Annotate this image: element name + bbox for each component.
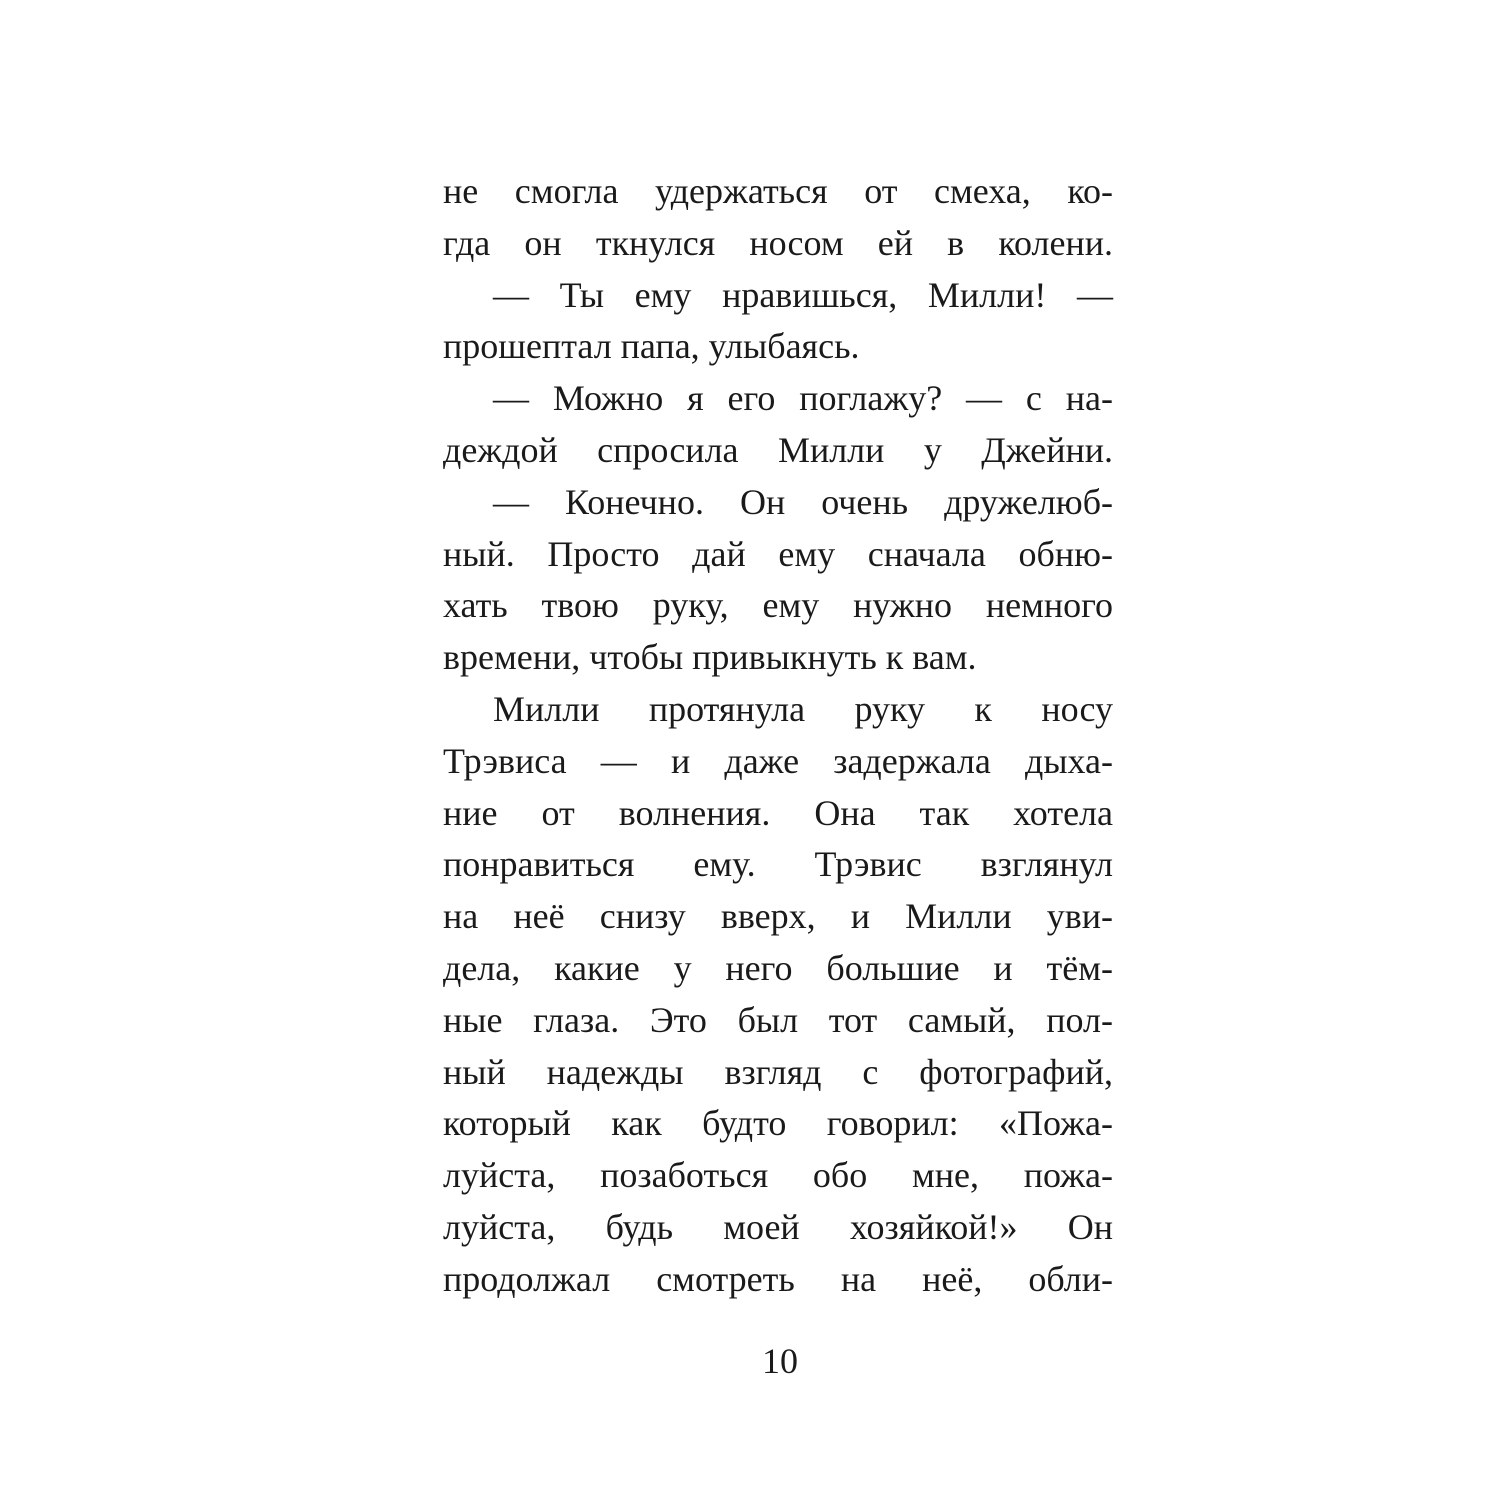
paragraph-start-line: Милли протянула руку к носу (493, 688, 1113, 729)
text-line: ный. Просто дай ему сначала обню- (443, 533, 1113, 574)
text-line: луйста, позаботься обо мне, пожа- (443, 1155, 1113, 1196)
text-line: не смогла удержаться от смеха, ко- (443, 171, 1113, 211)
text-line: деждой спросила Милли у Джейни. (443, 429, 1113, 470)
text-line: продолжал смотреть на неё, обли- (443, 1258, 1113, 1299)
text-line: ние от волнения. Она так хотела (443, 792, 1113, 833)
text-line: ные глаза. Это был тот самый, пол- (443, 999, 1113, 1040)
text-line: Трэвиса — и даже задержала дыха- (443, 740, 1113, 781)
text-line: луйста, будь моей хозяйкой!» Он (443, 1206, 1113, 1247)
text-line: времени, чтобы привыкнуть к вам. (443, 637, 977, 678)
dialogue-line: — Можно я его поглажу? — с на- (493, 378, 1113, 419)
body-text (443, 166, 1113, 1306)
text-line: ный надежды взгляд с фотографий, (443, 1051, 1113, 1092)
text-line: гда он ткнулся носом ей в колени. (443, 222, 1113, 263)
text-line: который как будто говорил: «Пожа- (443, 1103, 1113, 1144)
dialogue-line: — Ты ему нравишься, Милли! — (493, 274, 1113, 315)
page-number: 10 (762, 1341, 798, 1381)
dialogue-line: — Конечно. Он очень дружелюб- (493, 481, 1113, 522)
text-line: на неё снизу вверх, и Милли уви- (443, 896, 1113, 937)
text-line: понравиться ему. Трэвис взглянул (443, 844, 1113, 885)
text-line: дела, какие у него большие и тём- (443, 947, 1113, 988)
text-line: хать твою руку, ему нужно немного (443, 585, 1113, 626)
text-line: прошептал папа, улыбаясь. (443, 326, 860, 367)
